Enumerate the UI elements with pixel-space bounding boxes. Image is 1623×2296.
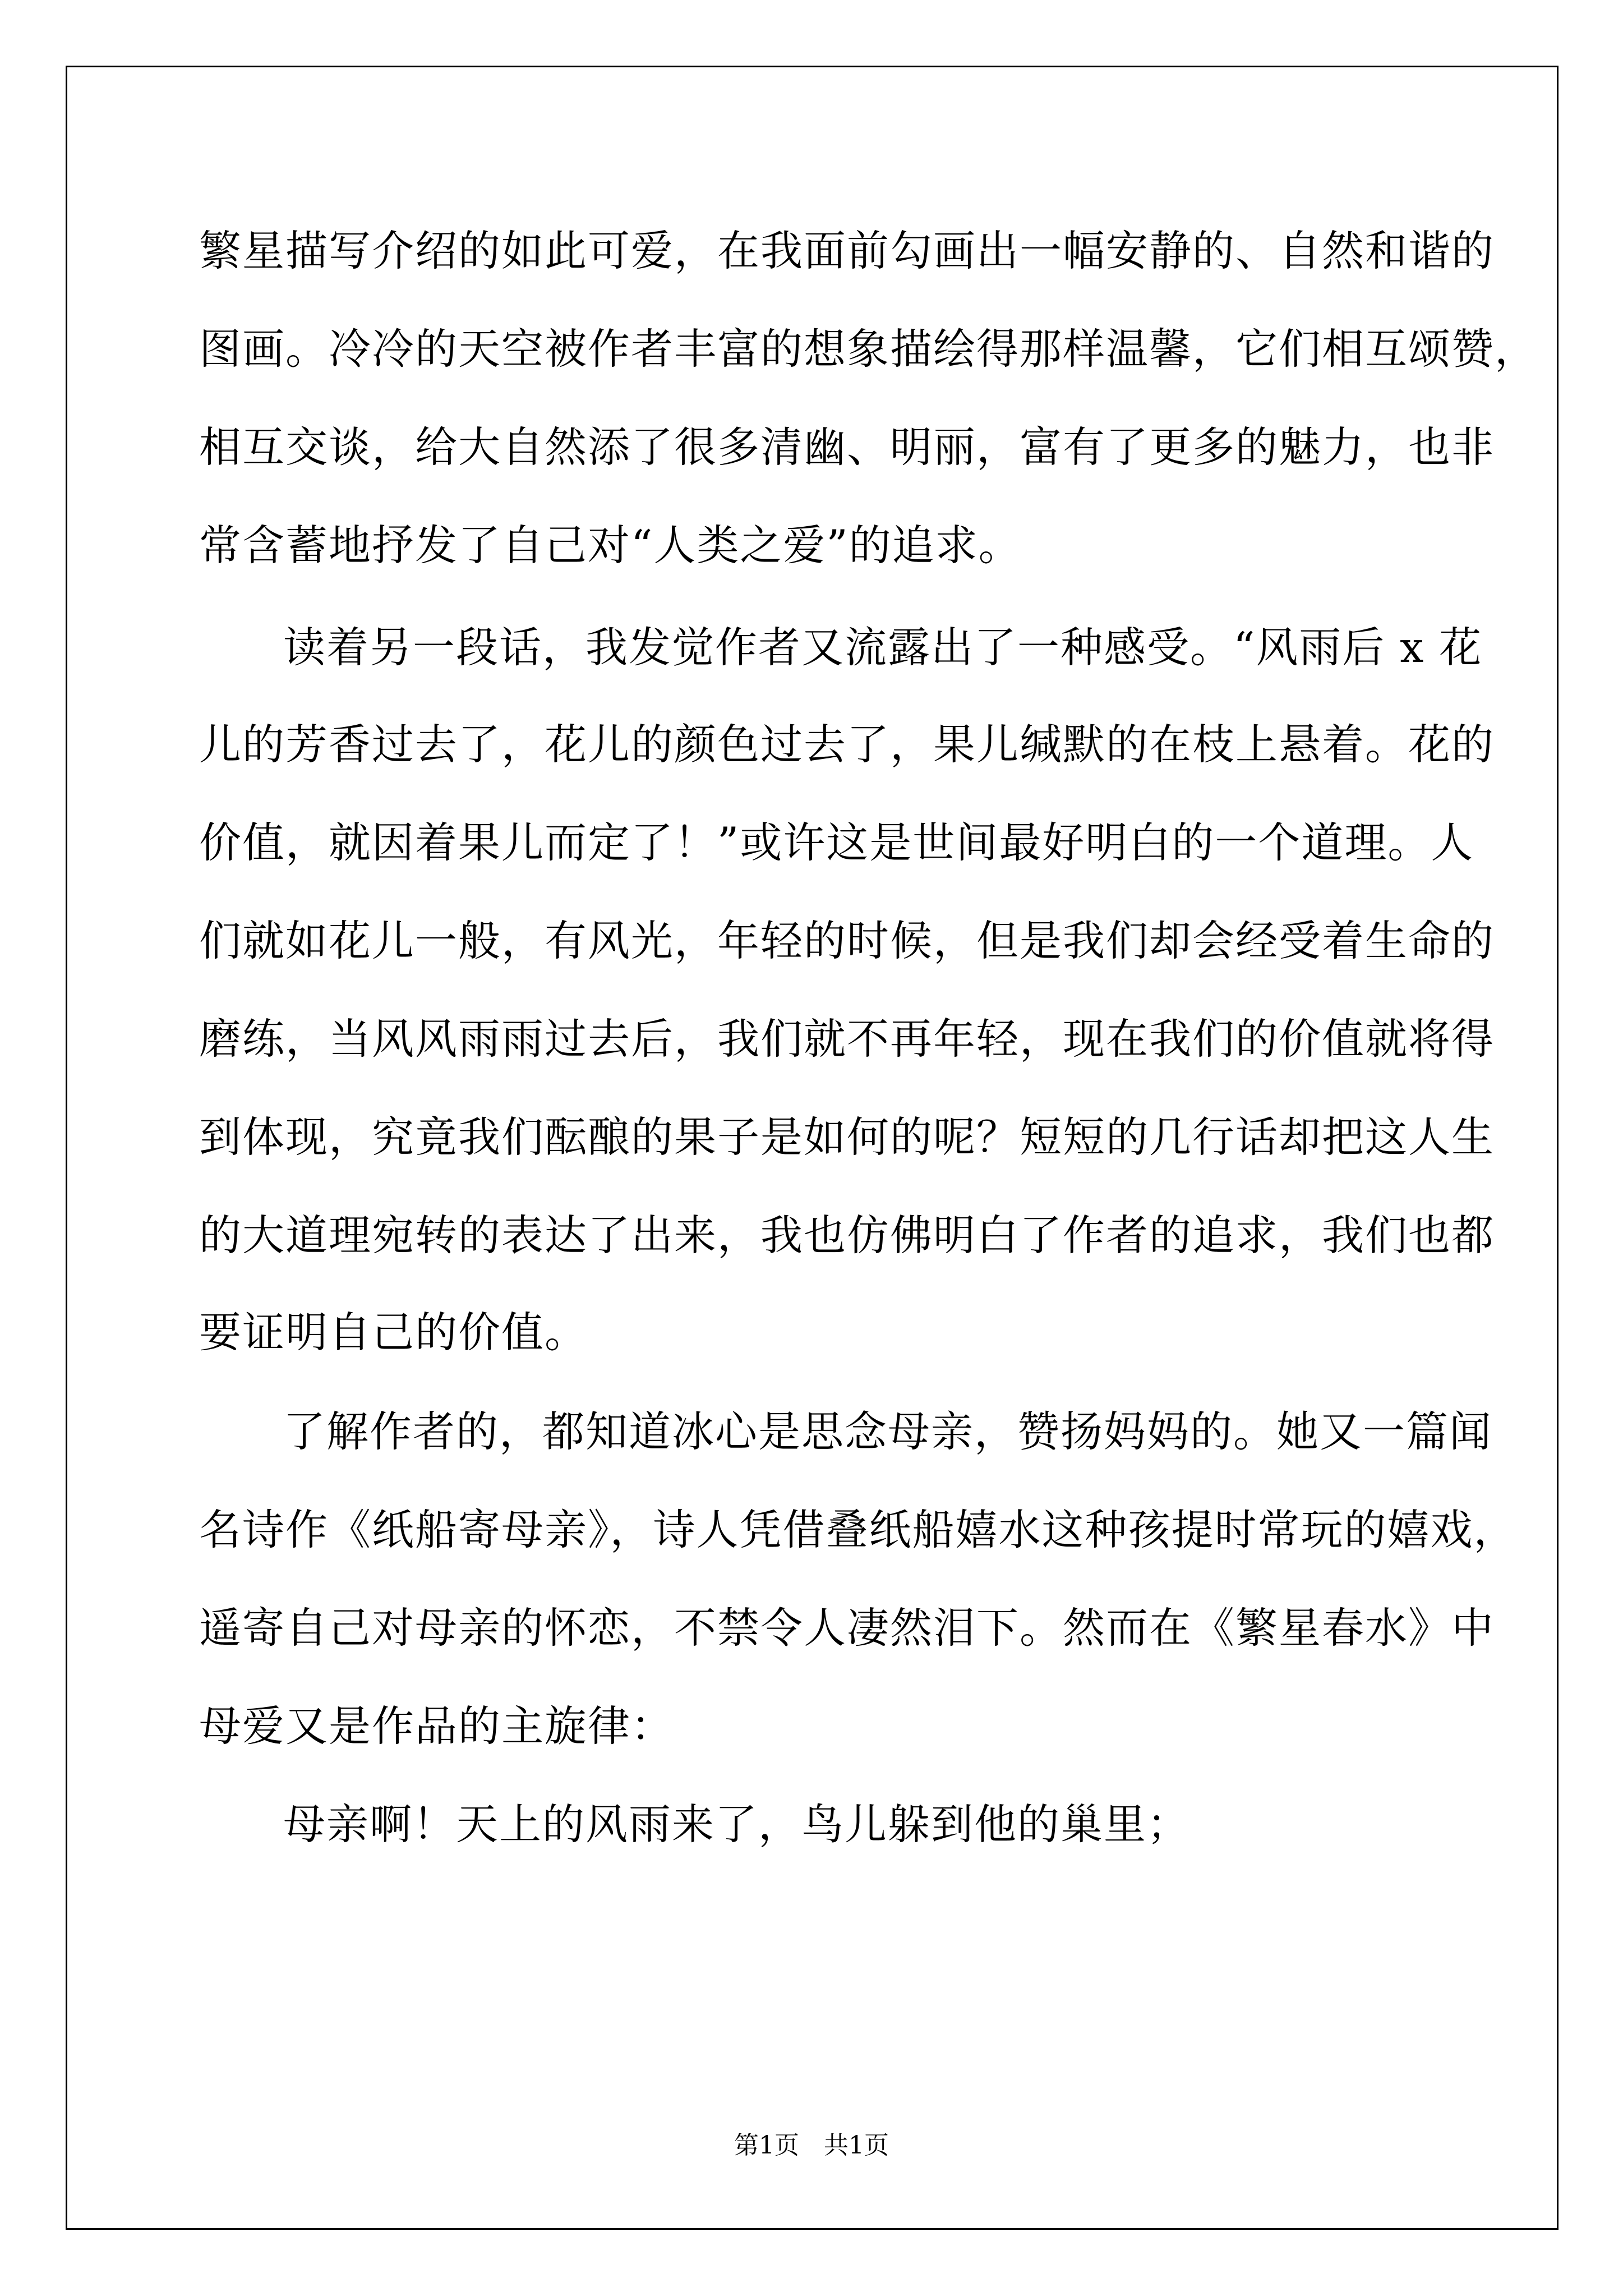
text-line: 母爱又是作品的主旋律：: [199, 1701, 675, 1751]
text-line: 的大道理宛转的表达了出来，我也仿佛明白了作者的追求，我们也都: [199, 1211, 1495, 1260]
text-line: 图画。冷冷的天空被作者丰富的想象描绘得那样温馨，它们相互颂赞，: [199, 324, 1538, 374]
text-line: 相互交谈，给大自然添了很多清幽、明丽，富有了更多的魅力，也非: [199, 422, 1495, 472]
page-footer: 第1页 共1页: [734, 2131, 889, 2160]
text-line: 遥寄自己对母亲的怀恋，不禁令人凄然泪下。然而在《繁星春水》中: [199, 1603, 1495, 1653]
text-line: 们就如花儿一般，有风光，年轻的时候，但是我们却会经受着生命的: [199, 916, 1495, 965]
text-line: 要证明自己的价值。: [199, 1308, 588, 1357]
text-line: 母亲啊！天上的风雨来了，鸟儿躲到他的巢里；: [283, 1800, 1191, 1849]
text-line: 繁星描写介绍的如此可爱，在我面前勾画出一幅安静的、自然和谐的: [199, 226, 1495, 275]
text-line: 价值，就因着果儿而定了！”或许这是世间最好明白的一个道理。人: [199, 818, 1474, 867]
text-line: 了解作者的，都知道冰心是思念母亲，赞扬妈妈的。她又一篇闻: [283, 1407, 1493, 1456]
text-line: 儿的芳香过去了，花儿的颜色过去了，果儿缄默的在枝上悬着。花的: [199, 720, 1495, 769]
text-line: 名诗作《纸船寄母亲》，诗人凭借叠纸船嬉水这种孩提时常玩的嬉戏，: [199, 1505, 1517, 1554]
text-line: 常含蓄地抒发了自己对“人类之爱”的追求。: [199, 521, 1022, 570]
text-line: 读着另一段话，我发觉作者又流露出了一种感受。“风雨后 x 花: [283, 623, 1483, 672]
text-line: 磨练，当风风雨雨过去后，我们就不再年轻，现在我们的价值就将得: [199, 1014, 1495, 1064]
text-line: 到体现，究竟我们酝酿的果子是如何的呢？短短的几行话却把这人生: [199, 1112, 1495, 1162]
